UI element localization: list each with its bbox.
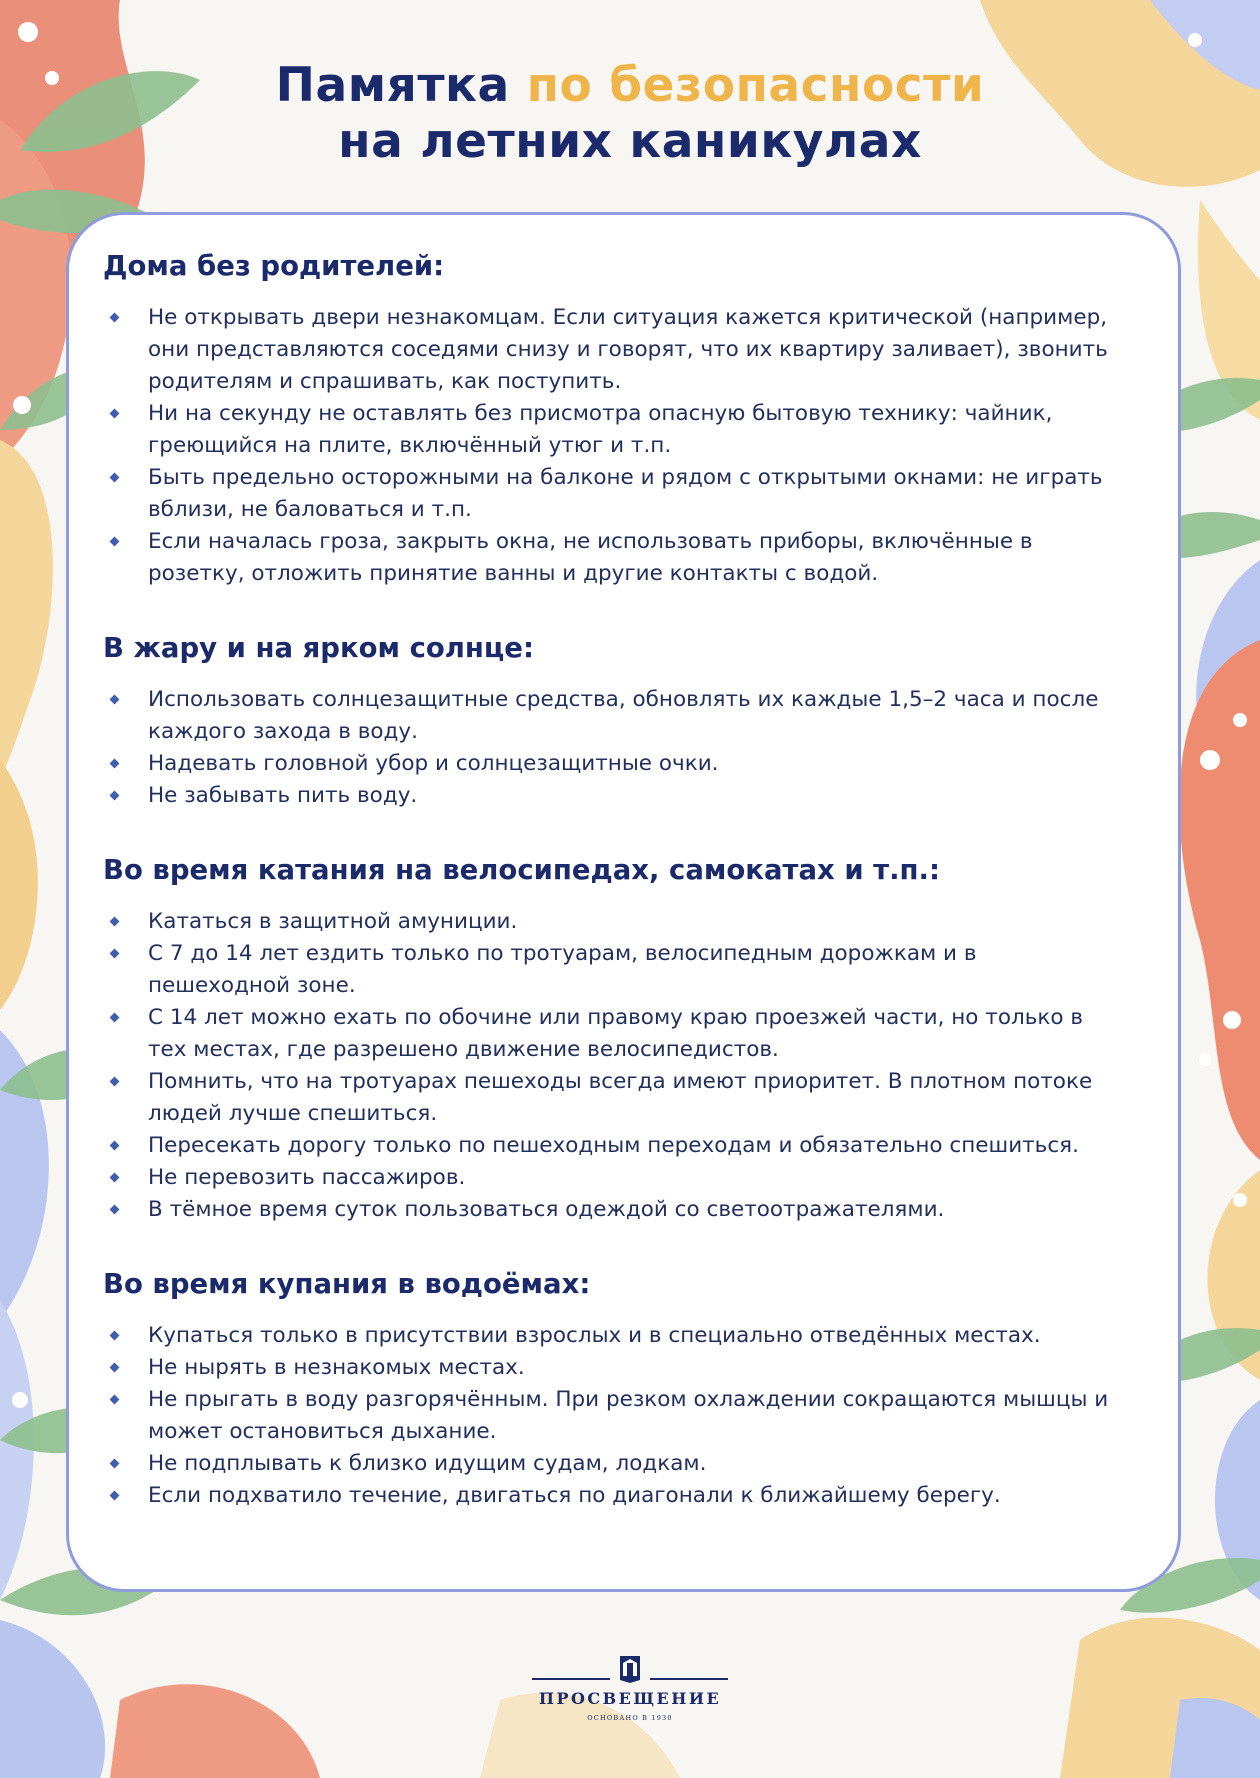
diamond-bullet-icon [110, 537, 120, 547]
title-line-1 [0, 58, 1260, 114]
section-heading: Во время катания на велосипедах, самокатах и т.п.: [103, 854, 940, 886]
section [103, 249, 1118, 590]
list-item-text: Если началась гроза, закрыть окна, не использовать приборы, включённые в розетку, отложить принятие ванны и другие контакты с водой. [148, 529, 1033, 586]
list-item-text: Не открывать двери незнакомцам. Если ситуация кажется критической (например, они представляются соседями снизу и говорят, что их квартиру заливает), звонить родителям и спрашивать, как поступить. [148, 305, 1108, 394]
publisher-logo [520, 1648, 740, 1728]
diamond-bullet-icon [110, 791, 120, 801]
list-item-text: Пересекать дорогу только по пешеходным переходам и обязательно спешиться. [148, 1133, 1079, 1158]
list-item [103, 302, 1118, 398]
diamond-bullet-icon [110, 917, 120, 927]
list-item [103, 398, 1118, 462]
list-item [103, 1320, 1118, 1352]
list-item-text: Не забывать пить воду. [148, 783, 418, 808]
list-item [103, 748, 1118, 780]
section-heading: Дома без родителей: [103, 250, 445, 282]
list-item-text: Не прыгать в воду разгорячённым. При резком охлаждении сокращаются мышцы и может остановиться дыхание. [148, 1387, 1109, 1444]
title-part-1: Памятка [275, 58, 510, 113]
diamond-bullet-icon [110, 1077, 120, 1087]
list-item [103, 1066, 1118, 1130]
list-item [103, 780, 1118, 812]
page-title [0, 58, 1260, 170]
section-heading: Во время купания в водоёмах: [103, 1268, 591, 1300]
list-item-text: Ни на секунду не оставлять без присмотра опасную бытовую технику: чайник, греющийся на плите, включённый утюг и т.п. [148, 401, 1053, 458]
list-item [103, 938, 1118, 1002]
list-item [103, 1352, 1118, 1384]
list-item [103, 1480, 1118, 1512]
list-item [103, 1384, 1118, 1448]
diamond-bullet-icon [110, 949, 120, 959]
list-item-text: В тёмное время суток пользоваться одеждой со светоотражателями. [148, 1197, 945, 1222]
diamond-bullet-icon [110, 1173, 120, 1183]
diamond-bullet-icon [110, 409, 120, 419]
list-item [103, 1162, 1118, 1194]
list-item-text: С 14 лет можно ехать по обочине или правому краю проезжей части, но только в тех местах, где разрешено движение велосипедистов. [148, 1005, 1084, 1062]
list-item-text: Не перевозить пассажиров. [148, 1165, 466, 1190]
list-item-text: Если подхватило течение, двигаться по диагонали к ближайшему берегу. [148, 1483, 1001, 1508]
list-item-text: Не нырять в незнакомых местах. [148, 1355, 525, 1380]
list-item [103, 906, 1118, 938]
diamond-bullet-icon [110, 1363, 120, 1373]
section [103, 853, 1118, 1226]
bullet-list [103, 302, 1118, 590]
list-item-text: Быть предельно осторожными на балконе и рядом с открытыми окнами: не играть вблизи, не баловаться и т.п. [148, 465, 1103, 522]
diamond-bullet-icon [110, 473, 120, 483]
diamond-bullet-icon [110, 1395, 120, 1405]
list-item [103, 684, 1118, 748]
list-item-text: Надевать головной убор и солнцезащитные очки. [148, 751, 719, 776]
section [103, 631, 1118, 812]
diamond-bullet-icon [110, 1491, 120, 1501]
diamond-bullet-icon [110, 759, 120, 769]
list-item-text: С 7 до 14 лет ездить только по тротуарам, велосипедным дорожкам и в пешеходной зоне. [148, 941, 977, 998]
list-item [103, 1194, 1118, 1226]
logo-since: ОСНОВАНО В 1930 [587, 1714, 673, 1722]
logo-name: ПРОСВЕЩЕНИЕ [538, 1689, 722, 1708]
bullet-list [103, 1320, 1118, 1512]
list-item-text: Купаться только в присутствии взрослых и в специально отведённых местах. [148, 1323, 1041, 1348]
diamond-bullet-icon [110, 695, 120, 705]
list-item-text: Использовать солнцезащитные средства, обновлять их каждые 1,5–2 часа и после каждого захода в воду. [148, 687, 1099, 744]
list-item-text: Не подплывать к близко идущим судам, лодкам. [148, 1451, 707, 1476]
diamond-bullet-icon [110, 313, 120, 323]
content-card [66, 212, 1181, 1592]
bullet-list [103, 684, 1118, 812]
section-heading: В жару и на ярком солнце: [103, 632, 534, 664]
logo-emblem-icon [617, 1654, 643, 1684]
diamond-bullet-icon [110, 1141, 120, 1151]
list-item [103, 462, 1118, 526]
list-item [103, 526, 1118, 590]
list-item-text: Кататься в защитной амуниции. [148, 909, 518, 934]
title-part-2: по безопасности [526, 58, 985, 113]
bullet-list [103, 906, 1118, 1226]
section [103, 1267, 1118, 1512]
list-item [103, 1002, 1118, 1066]
diamond-bullet-icon [110, 1205, 120, 1215]
diamond-bullet-icon [110, 1331, 120, 1341]
list-item [103, 1130, 1118, 1162]
diamond-bullet-icon [110, 1013, 120, 1023]
diamond-bullet-icon [110, 1459, 120, 1469]
list-item [103, 1448, 1118, 1480]
title-line-2: на летних каникулах [338, 114, 922, 169]
list-item-text: Помнить, что на тротуарах пешеходы всегда имеют приоритет. В плотном потоке людей лучше спешиться. [148, 1069, 1093, 1126]
